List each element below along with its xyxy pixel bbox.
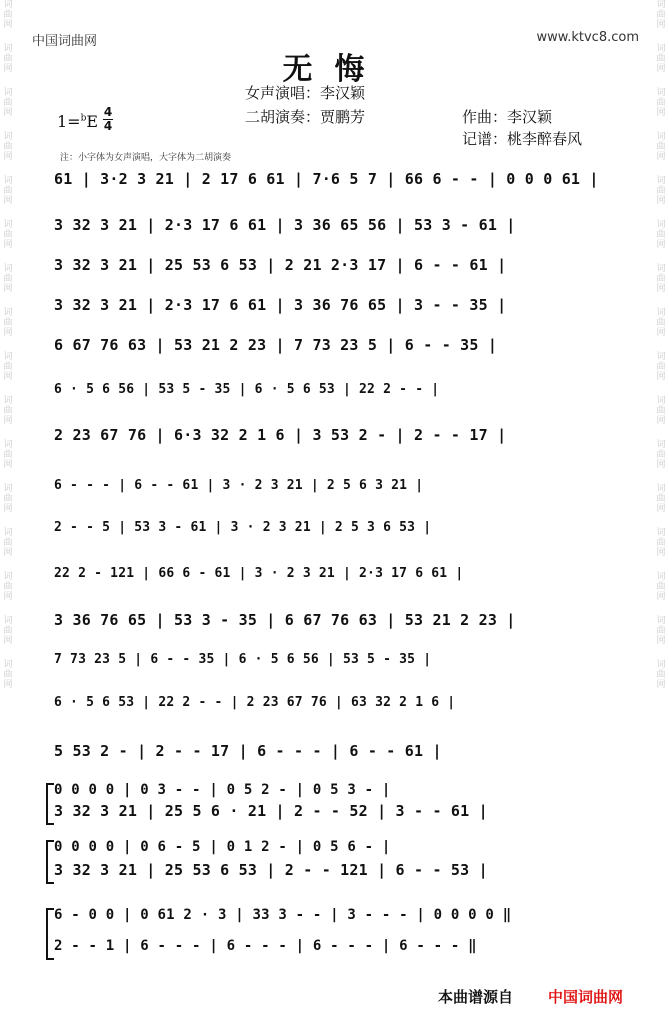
system-brace <box>46 840 54 884</box>
watermark-text: 词 曲 网 <box>656 88 666 118</box>
site-name: 中国词曲网 <box>32 34 98 49</box>
watermark-text: 词 曲 网 <box>3 440 13 470</box>
watermark-text: 词 曲 网 <box>656 176 666 206</box>
watermark-text: 词 曲 网 <box>656 264 666 294</box>
score-line-upper: 6 - 0 0 | 0 61 2 · 3 | 33 3 - - | 3 - - - | 0 0 0 0 ‖ <box>54 907 512 923</box>
erhu-credit: 二胡演奏：贾鹏芳 <box>245 108 366 126</box>
site-url[interactable]: www.ktvc8.com <box>536 30 639 45</box>
score-line: 3 32 3 21 | 2·3 17 6 61 | 3 36 65 56 | 53 3 - 61 | <box>54 216 516 234</box>
score-line-lower: 3 32 3 21 | 25 5 6 · 21 | 2 - - 52 | 3 - - 61 | <box>54 802 488 820</box>
watermark-text: 词 曲 网 <box>656 352 666 382</box>
watermark-text: 词 曲 网 <box>3 0 13 30</box>
watermark-text: 词 曲 网 <box>656 132 666 162</box>
song-title: 无悔 <box>282 52 387 87</box>
watermark-text: 词 曲 网 <box>656 220 666 250</box>
time-signature-bottom: 4 <box>103 119 113 133</box>
watermark-text: 词 曲 网 <box>3 484 13 514</box>
score-line: 6 67 76 63 | 53 21 2 23 | 7 73 23 5 | 6 - - 35 | <box>54 336 498 354</box>
score-note: 注：小字体为女声演唱，大字体为二胡演奏 <box>60 153 232 163</box>
watermark-left <box>2 0 14 1032</box>
watermark-text: 词 曲 网 <box>3 660 13 690</box>
watermark-text: 词 曲 网 <box>656 0 666 30</box>
key-label: 1= <box>57 112 81 131</box>
score-line-upper: 0 0 0 0 | 0 3 - - | 0 5 2 - | 0 5 3 - | <box>54 782 391 798</box>
score-line: 6 - - - | 6 - - 61 | 3 · 2 3 21 | 2 5 6 3 21 | <box>54 478 424 493</box>
watermark-text: 词 曲 网 <box>656 572 666 602</box>
watermark-text: 词 曲 网 <box>3 352 13 382</box>
score-line: 3 32 3 21 | 2·3 17 6 61 | 3 36 76 65 | 3 - - 35 | <box>54 296 507 314</box>
source-site-logo[interactable]: 中国词曲网 <box>548 988 624 1006</box>
score-line: 61 | 3·2 3 21 | 2 17 6 61 | 7·6 5 7 | 66 6 - - | 0 0 0 61 | <box>54 170 599 188</box>
watermark-text: 词 曲 网 <box>656 528 666 558</box>
system-brace <box>46 908 54 960</box>
watermark-text: 词 曲 网 <box>656 44 666 74</box>
watermark-repeat-right <box>655 0 667 690</box>
score-line: 22 2 - 121 | 66 6 - 61 | 3 · 2 3 21 | 2·3 17 6 61 | <box>54 566 464 581</box>
transcriber-credit: 记谱：桃李醉春风 <box>462 130 583 148</box>
key-note: E <box>86 112 99 131</box>
score-line: 5 53 2 - | 2 - - 17 | 6 - - - | 6 - - 61 | <box>54 742 442 760</box>
composer-credit: 作曲：李汉颖 <box>462 108 553 126</box>
key-signature <box>57 112 98 131</box>
flat-sign: b <box>80 113 87 124</box>
watermark-text: 词 曲 网 <box>3 572 13 602</box>
watermark-text: 词 曲 网 <box>656 616 666 646</box>
score-line: 6 · 5 6 53 | 22 2 - - | 2 23 67 76 | 63 32 2 1 6 | <box>54 695 456 710</box>
time-signature-top: 4 <box>103 105 113 119</box>
watermark-text: 词 曲 网 <box>3 264 13 294</box>
singer-credit: 女声演唱：李汉颖 <box>245 84 366 102</box>
watermark-right <box>655 0 667 1032</box>
system-brace <box>46 783 54 825</box>
watermark-repeat-left <box>2 0 14 690</box>
watermark-text: 词 曲 网 <box>656 396 666 426</box>
score-line: 7 73 23 5 | 6 - - 35 | 6 · 5 6 56 | 53 5 - 35 | <box>54 652 432 667</box>
watermark-text: 词 曲 网 <box>656 440 666 470</box>
score-line-lower: 2 - - 1 | 6 - - - | 6 - - - | 6 - - - | 6 - - - ‖ <box>54 938 477 954</box>
watermark-text: 词 曲 网 <box>3 616 13 646</box>
watermark-text: 词 曲 网 <box>656 308 666 338</box>
watermark-text: 词 曲 网 <box>3 132 13 162</box>
watermark-text: 词 曲 网 <box>3 396 13 426</box>
watermark-text: 词 曲 网 <box>656 660 666 690</box>
score-line-lower: 3 32 3 21 | 25 53 6 53 | 2 - - 121 | 6 - - 53 | <box>54 861 488 879</box>
watermark-text: 词 曲 网 <box>3 176 13 206</box>
watermark-text: 词 曲 网 <box>3 308 13 338</box>
watermark-text: 词 曲 网 <box>3 528 13 558</box>
time-signature <box>101 106 115 133</box>
score-line: 2 23 67 76 | 6·3 32 2 1 6 | 3 53 2 - | 2 - - 17 | <box>54 426 507 444</box>
score-line: 2 - - 5 | 53 3 - 61 | 3 · 2 3 21 | 2 5 3 6 53 | <box>54 520 432 535</box>
score-line-upper: 0 0 0 0 | 0 6 - 5 | 0 1 2 - | 0 5 6 - | <box>54 839 391 855</box>
watermark-text: 词 曲 网 <box>3 88 13 118</box>
source-label: 本曲谱源自 <box>438 988 514 1006</box>
watermark-text: 词 曲 网 <box>3 220 13 250</box>
score-line: 3 32 3 21 | 25 53 6 53 | 2 21 2·3 17 | 6 - - 61 | <box>54 256 507 274</box>
score-line: 3 36 76 65 | 53 3 - 35 | 6 67 76 63 | 53 21 2 23 | <box>54 611 516 629</box>
score-line: 6 · 5 6 56 | 53 5 - 35 | 6 · 5 6 53 | 22 2 - - | <box>54 382 440 397</box>
watermark-text: 词 曲 网 <box>3 44 13 74</box>
watermark-text: 词 曲 网 <box>656 484 666 514</box>
